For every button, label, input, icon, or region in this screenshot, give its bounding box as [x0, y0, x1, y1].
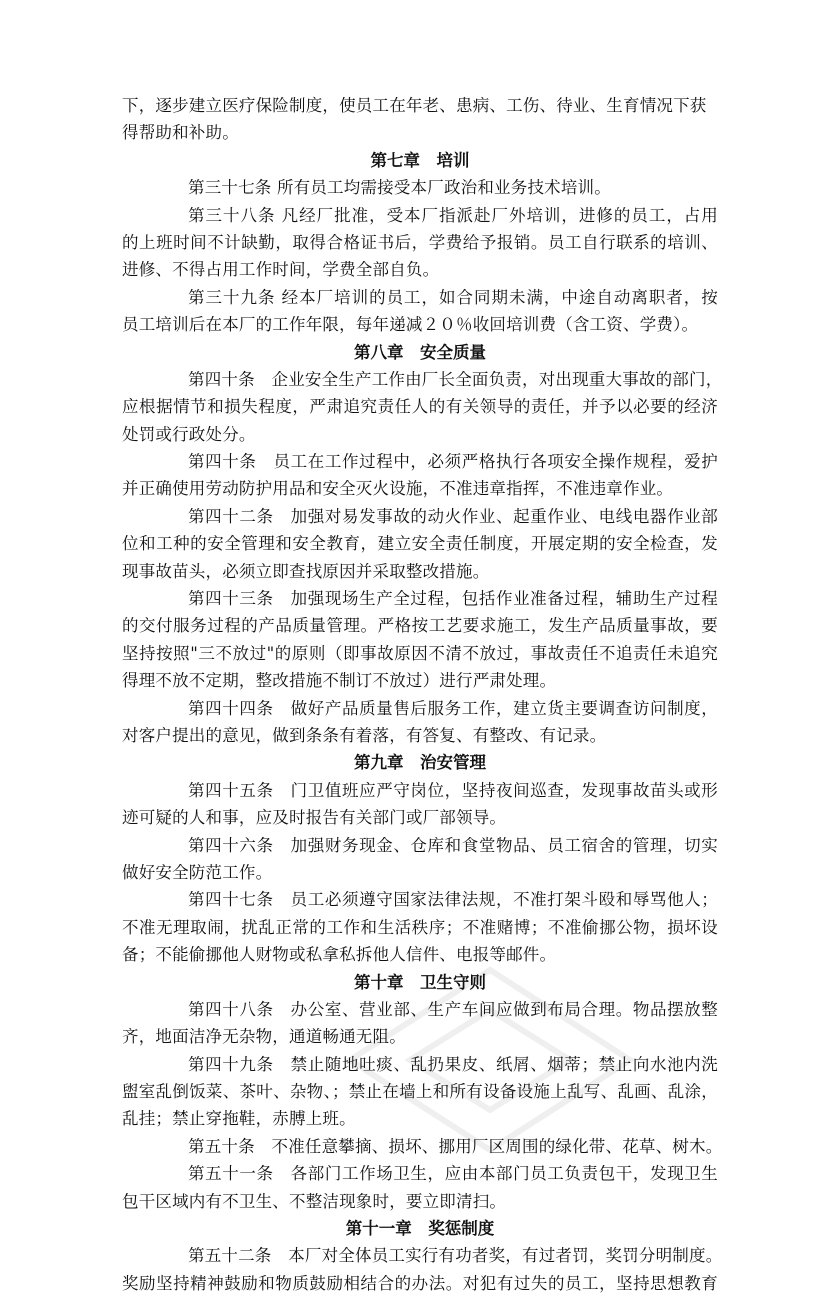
article-first-line: 第四十九条 禁止随地吐痰、乱扔果皮、纸屑、烟蒂；禁止向水池内洗 [188, 1054, 718, 1074]
paragraph-line: 得帮助和补助。 [122, 123, 239, 143]
article-first-line: 第四十条 员工在工作过程中，必须严格执行各项安全操作规程，爱护 [188, 452, 718, 472]
article-first-line: 第三十七条 所有员工均需接受本厂政治和业务技术培训。 [188, 178, 611, 198]
article-first-line: 第四十五条 门卫值班应严守岗位，坚持夜间巡查，发现事故苗头或形 [188, 780, 718, 800]
paragraph-line: 位和工种的安全管理和安全教育，建立安全责任制度，开展定期的安全检查，发 [122, 534, 718, 554]
paragraph-line: 处罚或行政处分。 [122, 424, 256, 444]
article-first-line: 第五十一条 各部门工作场卫生，应由本部门员工负责包干，发现卫生 [188, 1164, 718, 1184]
article-first-line: 第三十九条 经本厂培训的员工，如合同期未满，中途自动离职者，按 [188, 287, 718, 307]
article-first-line: 第四十二条 加强对易发事故的动火作业、起重作业、电线电器作业部 [188, 506, 718, 526]
article-first-line: 第四十八条 办公室、营业部、生产车间应做到布局合理。物品摆放整 [188, 999, 718, 1019]
article-first-line: 第四十三条 加强现场生产全过程，包括作业准备过程，辅助生产过程 [188, 589, 718, 609]
paragraph-line: 现事故苗头，必须立即查找原因并采取整改措施。 [122, 561, 490, 581]
paragraph-line: 的交付服务过程的产品质量管理。严格按工艺要求施工，发生产品质量事故，要 [122, 616, 718, 636]
paragraph-line: 并正确使用劳动防护用品和安全灭火设施，不准违章指挥，不准违章作业。 [122, 479, 674, 499]
chapter-heading: 第十一章 奖惩制度 [345, 1219, 495, 1239]
paragraph-line: 对客户提出的意见，做到条条有着落，有答复、有整改、有记录。 [122, 725, 607, 745]
document-body [122, 92, 723, 1297]
article-first-line: 第四十七条 员工必须遵守国家法律法规，不准打架斗殴和辱骂他人； [188, 890, 718, 910]
paragraph-line: 包干区域内有不卫生、不整洁现象时，要立即清扫。 [122, 1191, 507, 1211]
paragraph-line: 下，逐步建立医疗保险制度，使员工在年老、患病、工伤、待业、生育情况下获 [122, 96, 707, 115]
article-first-line: 第五十条 不准任意攀摘、损坏、挪用厂区周围的绿化带、花草、树木。 [188, 1136, 723, 1156]
paragraph-line: 奖励坚持精神鼓励和物质鼓励相结合的办法。对犯有过失的员工，坚持思想教育 [122, 1273, 718, 1293]
paragraph-line: 坚持按照"三不放过"的原则（即事故原因不清不放过，事故责任不追责任未追究 [122, 643, 718, 663]
paragraph-line: 员工培训后在本厂的工作年限，每年递减２０％收回培训费（含工资、学费）。 [122, 315, 699, 335]
paragraph-line: 乱挂；禁止穿拖鞋，赤膊上班。 [122, 1109, 356, 1129]
paragraph-line: 的上班时间不计缺勤，取得合格证书后，学费给予报销。员工自行联系的培训、 [122, 232, 718, 252]
paragraph-line: 不准无理取闹，扰乱正常的工作和生活秩序；不准赌博；不准偷挪公物，损坏设 [122, 917, 718, 937]
paragraph-line: 做好安全防范工作。 [122, 862, 273, 882]
chapter-heading: 第八章 安全质量 [354, 342, 486, 362]
chapter-heading: 第十章 卫生守则 [354, 972, 486, 992]
article-first-line: 第三十八条 凡经厂批准，受本厂指派赴厂外培训，进修的员工，占用 [188, 205, 718, 225]
paragraph-line: 齐，地面洁净无杂物，通道畅通无阻。 [122, 1027, 406, 1047]
paragraph-line: 应根据情节和损失程度，严肃追究责任人的有关领导的责任，并予以必要的经济 [122, 397, 718, 417]
paragraph-line: 得理不放不定期，整改措施不制订不放过）进行严肃处理。 [122, 671, 557, 691]
paragraph-line: 备；不能偷挪他人财物或私拿私拆他人信件、电报等邮件。 [122, 945, 557, 965]
chapter-heading: 第七章 培训 [370, 150, 470, 170]
article-first-line: 第四十四条 做好产品质量售后服务工作，建立货主要调查访问制度， [188, 698, 718, 718]
article-first-line: 第五十二条 本厂对全体员工实行有功者奖，有过者罚，奖罚分明制度。 [188, 1246, 723, 1266]
chapter-heading: 第九章 治安管理 [354, 753, 486, 773]
paragraph-line: 迹可疑的人和事，应及时报告有关部门或厂部领导。 [122, 808, 507, 828]
paragraph-line: 进修、不得占用工作时间，学费全部自负。 [122, 260, 440, 280]
article-first-line: 第四十六条 加强财务现金、仓库和食堂物品、员工宿舍的管理，切实 [188, 835, 718, 855]
paragraph-line: 盥室乱倒饭菜、茶叶、杂物、；禁止在墙上和所有设备设施上乱写、乱画、乱涂， [122, 1082, 718, 1102]
article-first-line: 第四十条 企业安全生产工作由厂长全面负责，对出现重大事故的部门， [188, 369, 723, 389]
